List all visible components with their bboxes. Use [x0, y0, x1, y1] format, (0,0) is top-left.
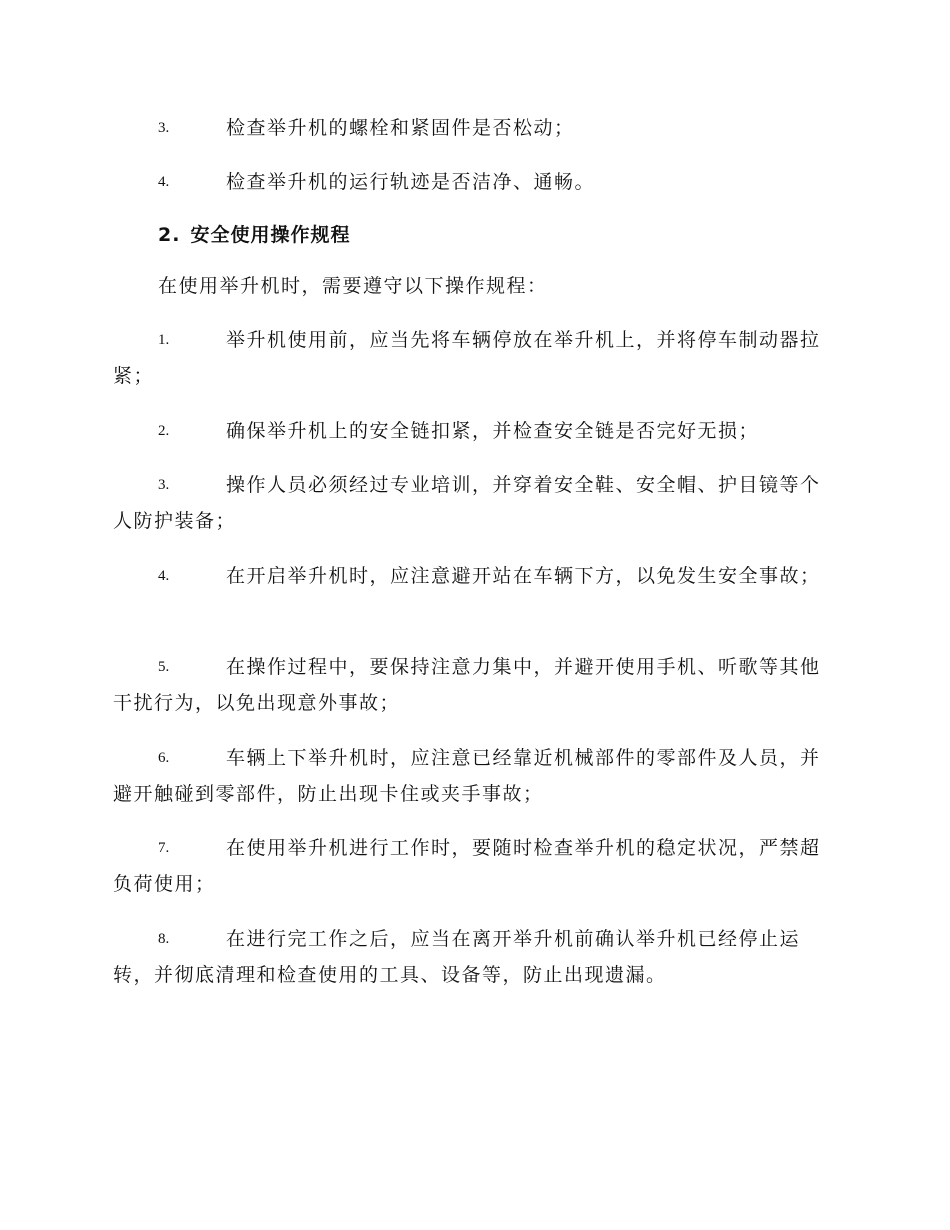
- list-item-number: 6.: [158, 750, 170, 766]
- list-item-text: 确保举升机上的安全链扣紧，并检查安全链是否完好无损；: [226, 420, 760, 442]
- list-item-6: [113, 740, 838, 812]
- list-item-number: 4.: [158, 568, 170, 584]
- list-item-text: 在操作过程中，要保持注意力集中，并避开使用手机、听歌等其他干扰行为，以免出现意外事故；: [113, 656, 821, 714]
- list-item-pre-4: [113, 164, 838, 200]
- section-number: 2.: [158, 224, 181, 246]
- section-title: 安全使用操作规程: [190, 224, 351, 246]
- list-item-text: 检查举升机的螺栓和紧固件是否松动；: [226, 117, 575, 139]
- list-item-pre-3: [113, 110, 838, 146]
- intro-paragraph: 在使用举升机时，需要遵守以下操作规程：: [158, 275, 548, 297]
- list-item-text: 在开启举升机时，应注意避开站在车辆下方，以免发生安全事故；: [226, 565, 821, 587]
- list-item-text: 检查举升机的运行轨迹是否洁净、通畅。: [226, 171, 596, 193]
- list-item-number: 3.: [158, 477, 170, 493]
- list-item-number: 4.: [158, 174, 170, 190]
- list-item-2: [113, 413, 838, 449]
- list-item-3: [113, 467, 838, 539]
- list-item-text: 车辆上下举升机时，应注意已经靠近机械部件的零部件及人员，并避开触碰到零部件，防止出现卡住或夹手事故；: [113, 747, 821, 805]
- list-item-4: [113, 558, 838, 594]
- list-item-number: 5.: [158, 659, 170, 675]
- section-heading: [158, 217, 350, 253]
- list-item-1: [113, 322, 838, 394]
- list-item-text: 在进行完工作之后，应当在离开举升机前确认举升机已经停止运转，并彻底清理和检查使用的工具、设备等，防止出现遗漏。: [113, 928, 801, 986]
- list-item-text: 在使用举升机进行工作时，要随时检查举升机的稳定状况，严禁超负荷使用；: [113, 837, 821, 895]
- list-item-text: 操作人员必须经过专业培训，并穿着安全鞋、安全帽、护目镜等个人防护装备；: [113, 474, 821, 532]
- list-item-number: 7.: [158, 840, 170, 856]
- list-item-number: 1.: [158, 332, 170, 348]
- list-item-5: [113, 649, 838, 721]
- list-item-text: 举升机使用前，应当先将车辆停放在举升机上，并将停车制动器拉紧；: [113, 329, 821, 387]
- list-item-8: [113, 921, 838, 993]
- list-item-number: 3.: [158, 120, 170, 136]
- list-item-7: [113, 830, 838, 902]
- list-item-number: 8.: [158, 931, 170, 947]
- list-item-number: 2.: [158, 423, 170, 439]
